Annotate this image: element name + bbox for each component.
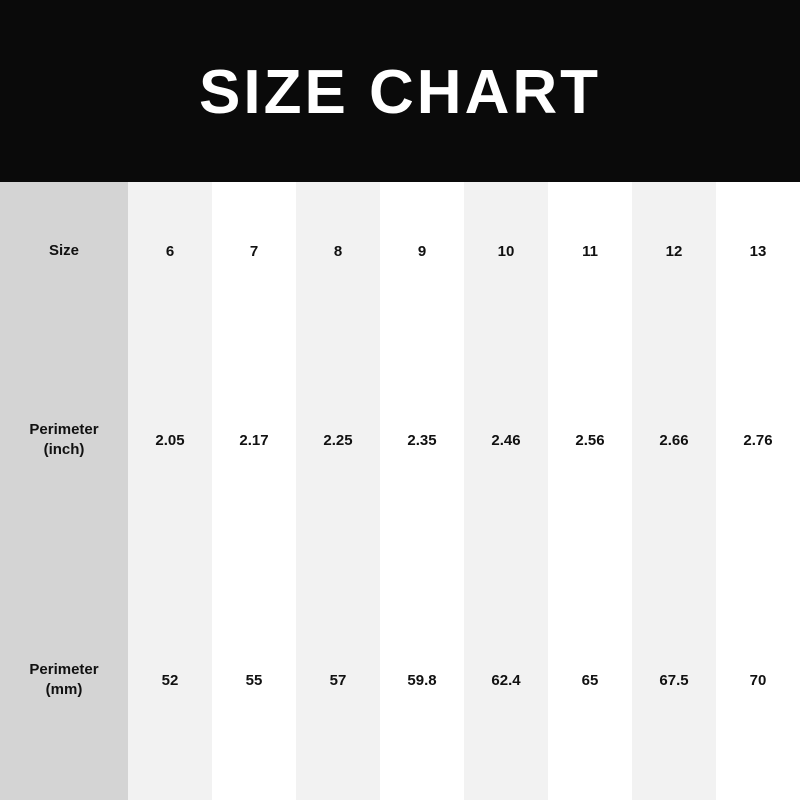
size-value-cell: 7 [212,182,296,320]
table-row-perimeter-inch [0,320,800,560]
perimeter-inch-cell: 2.05 [128,320,212,560]
size-value-cell: 10 [464,182,548,320]
perimeter-mm-cell: 55 [212,560,296,800]
perimeter-mm-cell: 57 [296,560,380,800]
page-title: SIZE CHART [199,58,601,127]
perimeter-mm-cell: 62.4 [464,560,548,800]
size-value-cell: 12 [632,182,716,320]
row-header-line-1: Perimeter [29,420,99,438]
perimeter-inch-cell: 2.25 [296,320,380,560]
table-row-perimeter-mm [0,560,800,800]
row-header-perimeter-mm [0,560,128,800]
perimeter-inch-cell: 2.17 [212,320,296,560]
perimeter-inch-cell: 2.46 [464,320,548,560]
perimeter-inch-cell: 2.66 [632,320,716,560]
perimeter-mm-cell: 65 [548,560,632,800]
table-row-size [0,182,800,320]
size-value-cell: 13 [716,182,800,320]
row-header-perimeter-inch [0,320,128,560]
size-value-cell: 6 [128,182,212,320]
perimeter-mm-cell: 70 [716,560,800,800]
perimeter-inch-cell: 2.35 [380,320,464,560]
size-table-container [0,182,800,800]
perimeter-mm-cell: 52 [128,560,212,800]
size-chart-table [0,182,800,800]
title-banner [0,0,800,182]
row-header-line-2: (inch) [43,441,85,458]
row-header-size: Size [0,182,128,320]
perimeter-inch-cell: 2.56 [548,320,632,560]
perimeter-inch-cell: 2.76 [716,320,800,560]
size-value-cell: 8 [296,182,380,320]
row-header-line-2: (mm) [45,681,83,698]
row-header-line-1: Perimeter [29,660,99,678]
size-value-cell: 9 [380,182,464,320]
perimeter-mm-cell: 59.8 [380,560,464,800]
perimeter-mm-cell: 67.5 [632,560,716,800]
size-value-cell: 11 [548,182,632,320]
